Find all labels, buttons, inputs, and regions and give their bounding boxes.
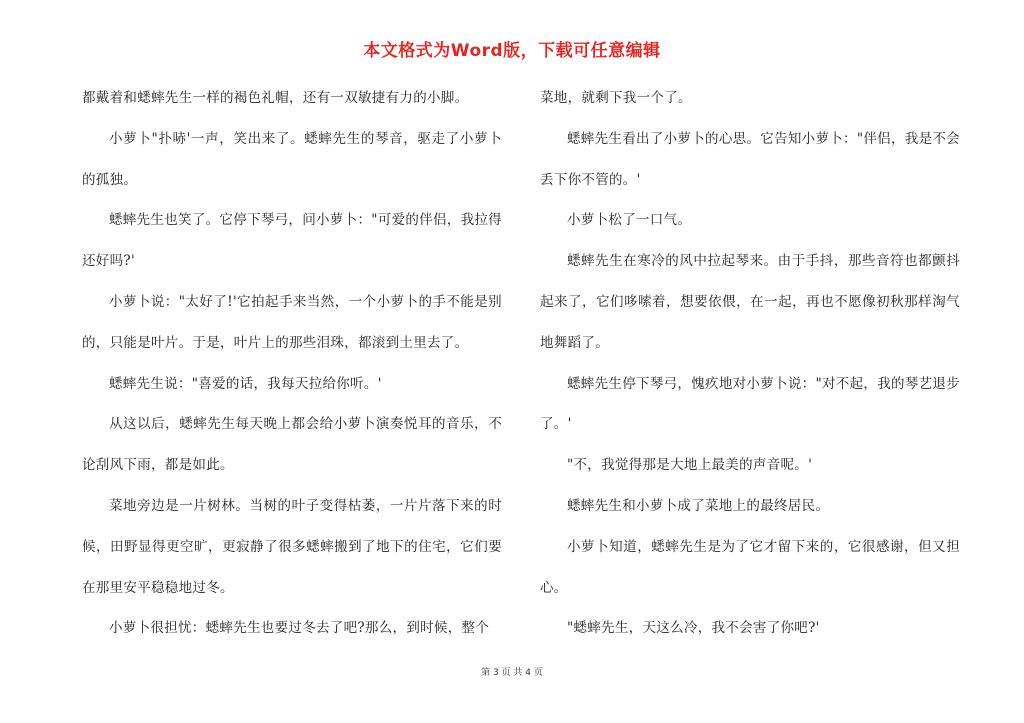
paragraph: 小萝卜说："太好了!'它拍起手来当然，一个小萝卜的手不能是别的，只能是叶片。于是，叶片上的那些泪珠，都滚到土里去了。 bbox=[82, 293, 502, 351]
right-column bbox=[540, 78, 960, 649]
paragraph: 小萝卜"扑哧'一声，笑出来了。蟋蟀先生的琴音，驱走了小萝卜的孤独。 bbox=[82, 130, 502, 188]
paragraph: "蟋蟀先生，天这么冷，我不会害了你吧?' bbox=[567, 620, 820, 637]
paragraph: 蟋蟀先生说："喜爱的话，我每天拉给你听。' bbox=[109, 375, 382, 392]
paragraph: 小萝卜松了一口气。 bbox=[567, 212, 692, 229]
paragraph: "不，我觉得那是大地上最美的声音呢。' bbox=[567, 457, 813, 474]
paragraph: 都戴着和蟋蟀先生一样的褐色礼帽，还有一双敏捷有力的小脚。 bbox=[82, 90, 469, 106]
paragraph: 从这以后，蟋蟀先生每天晚上都会给小萝卜演奏悦耳的音乐，不论刮风下雨，都是如此。 bbox=[82, 416, 502, 474]
header-banner: 本文格式为Word版，下载可任意编辑 bbox=[363, 41, 661, 61]
paragraph: 蟋蟀先生在寒冷的风中拉起琴来。由于手抖，那些音符也都颤抖起来了，它们哆嗦着，想要依偎，在一起，再也不愿像初秋那样淘气地舞蹈了。 bbox=[540, 253, 960, 351]
paragraph: 蟋蟀先生停下琴弓，愧疚地对小萝卜说："对不起，我的琴艺退步了。' bbox=[540, 375, 960, 433]
paragraph: 小萝卜很担忧：蟋蟀先生也要过冬去了吧?那么，到时候，整个 bbox=[109, 620, 490, 637]
paragraph: 蟋蟀先生看出了小萝卜的心思。它告知小萝卜："伴侣，我是不会丢下你不管的。' bbox=[540, 130, 960, 188]
page-number: 第 3 页 共 4 页 bbox=[481, 668, 543, 678]
paragraph: 蟋蟀先生也笑了。它停下琴弓，问小萝卜："可爱的伴侣，我拉得还好吗?' bbox=[82, 212, 502, 270]
paragraph: 小萝卜知道，蟋蟀先生是为了它才留下来的，它很感谢，但又担心。 bbox=[540, 538, 960, 596]
paragraph: 蟋蟀先生和小萝卜成了菜地上的最终居民。 bbox=[567, 497, 830, 514]
left-column bbox=[82, 78, 502, 649]
paragraph: 菜地旁边是一片树林。当树的叶子变得枯萎，一片片落下来的时候，田野显得更空旷，更寂静了很多蟋蟀搬到了地下的住宅，它们要在那里安平稳稳地过冬。 bbox=[82, 497, 502, 596]
paragraph: 菜地，就剩下我一个了。 bbox=[540, 90, 692, 106]
